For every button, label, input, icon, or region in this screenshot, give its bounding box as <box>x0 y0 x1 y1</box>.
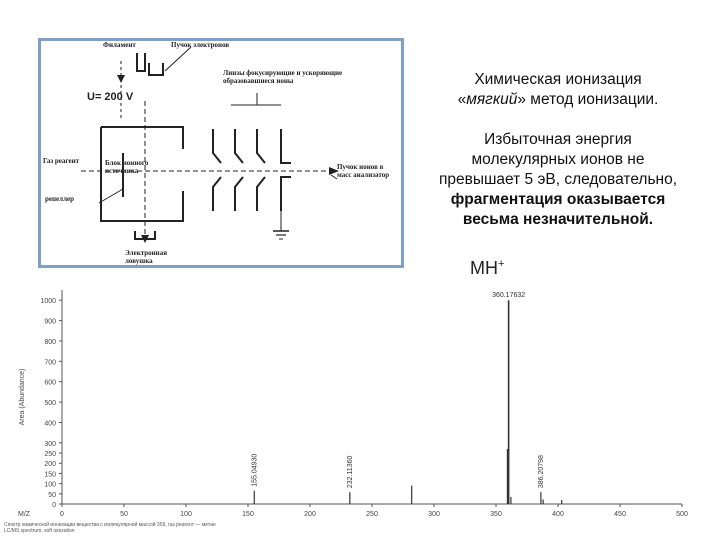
x-tick-label: 50 <box>120 511 128 518</box>
y-tick-label: 900 <box>44 318 56 326</box>
side-title-line2: «мягкий» метод ионизации. <box>457 91 659 108</box>
x-tick-label: 0 <box>60 511 64 518</box>
electron-cup <box>149 63 163 75</box>
repeller-label: репеллер <box>45 195 74 203</box>
side-paragraph-line2: молекулярных ионов не <box>471 151 645 168</box>
lenses-label: Линзы фокусирующие и ускоряющие образовавшиеся ионы <box>223 69 343 85</box>
lens-3 <box>257 129 265 211</box>
gas-reagent-label: Газ реагент <box>43 157 80 165</box>
mass-spectrum-chart <box>0 280 720 520</box>
y-tick-label: 600 <box>44 379 56 387</box>
filament-label: Филамент <box>103 41 136 49</box>
y-tick-label: 400 <box>44 420 56 428</box>
x-tick-label: 400 <box>552 511 564 518</box>
x-tick-label: 150 <box>242 511 254 518</box>
x-tick-label: 200 <box>304 511 316 518</box>
lens-1 <box>213 129 221 211</box>
side-paragraph-line5: весьма незначительной. <box>462 211 654 228</box>
y-tick-label: 150 <box>44 471 56 479</box>
y-tick-label: 300 <box>44 440 56 448</box>
peak-label: 232.11360 <box>346 455 354 489</box>
soft-word: мягкий <box>466 91 518 108</box>
peak-label: 386.20798 <box>537 455 545 489</box>
x-tick-label: 450 <box>614 511 626 518</box>
ion-beam-label: Пучок ионов в масс анализатор <box>337 163 390 179</box>
electron-trap-label: Электронная ловушка <box>125 249 167 265</box>
electron-beam-label: Пучок электронов <box>171 41 230 49</box>
repeller-leader <box>99 189 123 203</box>
x-tick-label: 350 <box>490 511 502 518</box>
y-tick-label: 200 <box>44 461 56 469</box>
x-tick-label: 250 <box>366 511 378 518</box>
side-paragraph-line3: превышает 5 эВ, следовательно, <box>438 171 678 188</box>
peak-label: 360.17632 <box>492 292 526 300</box>
y-tick-label: 0 <box>52 502 56 509</box>
y-tick-label: 1000 <box>40 298 56 306</box>
ion-source-block-label: Блок ионного источника <box>105 159 149 175</box>
lens-2 <box>235 129 243 211</box>
caption-line1: Спектр химической ионизации вещества с молекулярной массой 359, газ реагент — метан <box>4 522 216 528</box>
x-tick-label: 300 <box>428 511 440 518</box>
lens-4 <box>281 129 291 211</box>
caption-line2: LC/MS spectrum, soft ionization <box>4 528 75 534</box>
filament-shape <box>137 53 145 71</box>
y-axis-label: Area (Abundance) <box>19 368 26 426</box>
filament-arrow <box>117 75 125 83</box>
side-paragraph-line4: фрагментация оказывается <box>450 191 666 208</box>
x-tick-label: 500 <box>676 511 688 518</box>
ion-source-schematic <box>41 41 401 265</box>
y-tick-label: 800 <box>44 338 56 346</box>
mh-plus-label: MH+ <box>470 258 505 278</box>
side-title-line1: Химическая ионизация <box>474 71 642 88</box>
x-axis-label: M/Z <box>18 511 31 518</box>
source-block-top <box>101 127 183 149</box>
y-tick-label: 700 <box>44 359 56 367</box>
y-tick-label: 500 <box>44 400 56 408</box>
side-explanation <box>400 70 716 230</box>
y-tick-label: 250 <box>44 451 56 459</box>
voltage-label: U= 200 V <box>87 91 134 103</box>
side-paragraph-line1: Избыточная энергия <box>484 131 632 148</box>
y-tick-label: 100 <box>44 481 56 489</box>
spectrum-caption <box>4 522 216 534</box>
x-tick-label: 100 <box>180 511 192 518</box>
electron-beam-leader <box>165 47 191 71</box>
y-tick-label: 50 <box>48 491 56 499</box>
peak-label: 155.04930 <box>251 453 259 487</box>
ion-source-diagram <box>38 38 404 268</box>
